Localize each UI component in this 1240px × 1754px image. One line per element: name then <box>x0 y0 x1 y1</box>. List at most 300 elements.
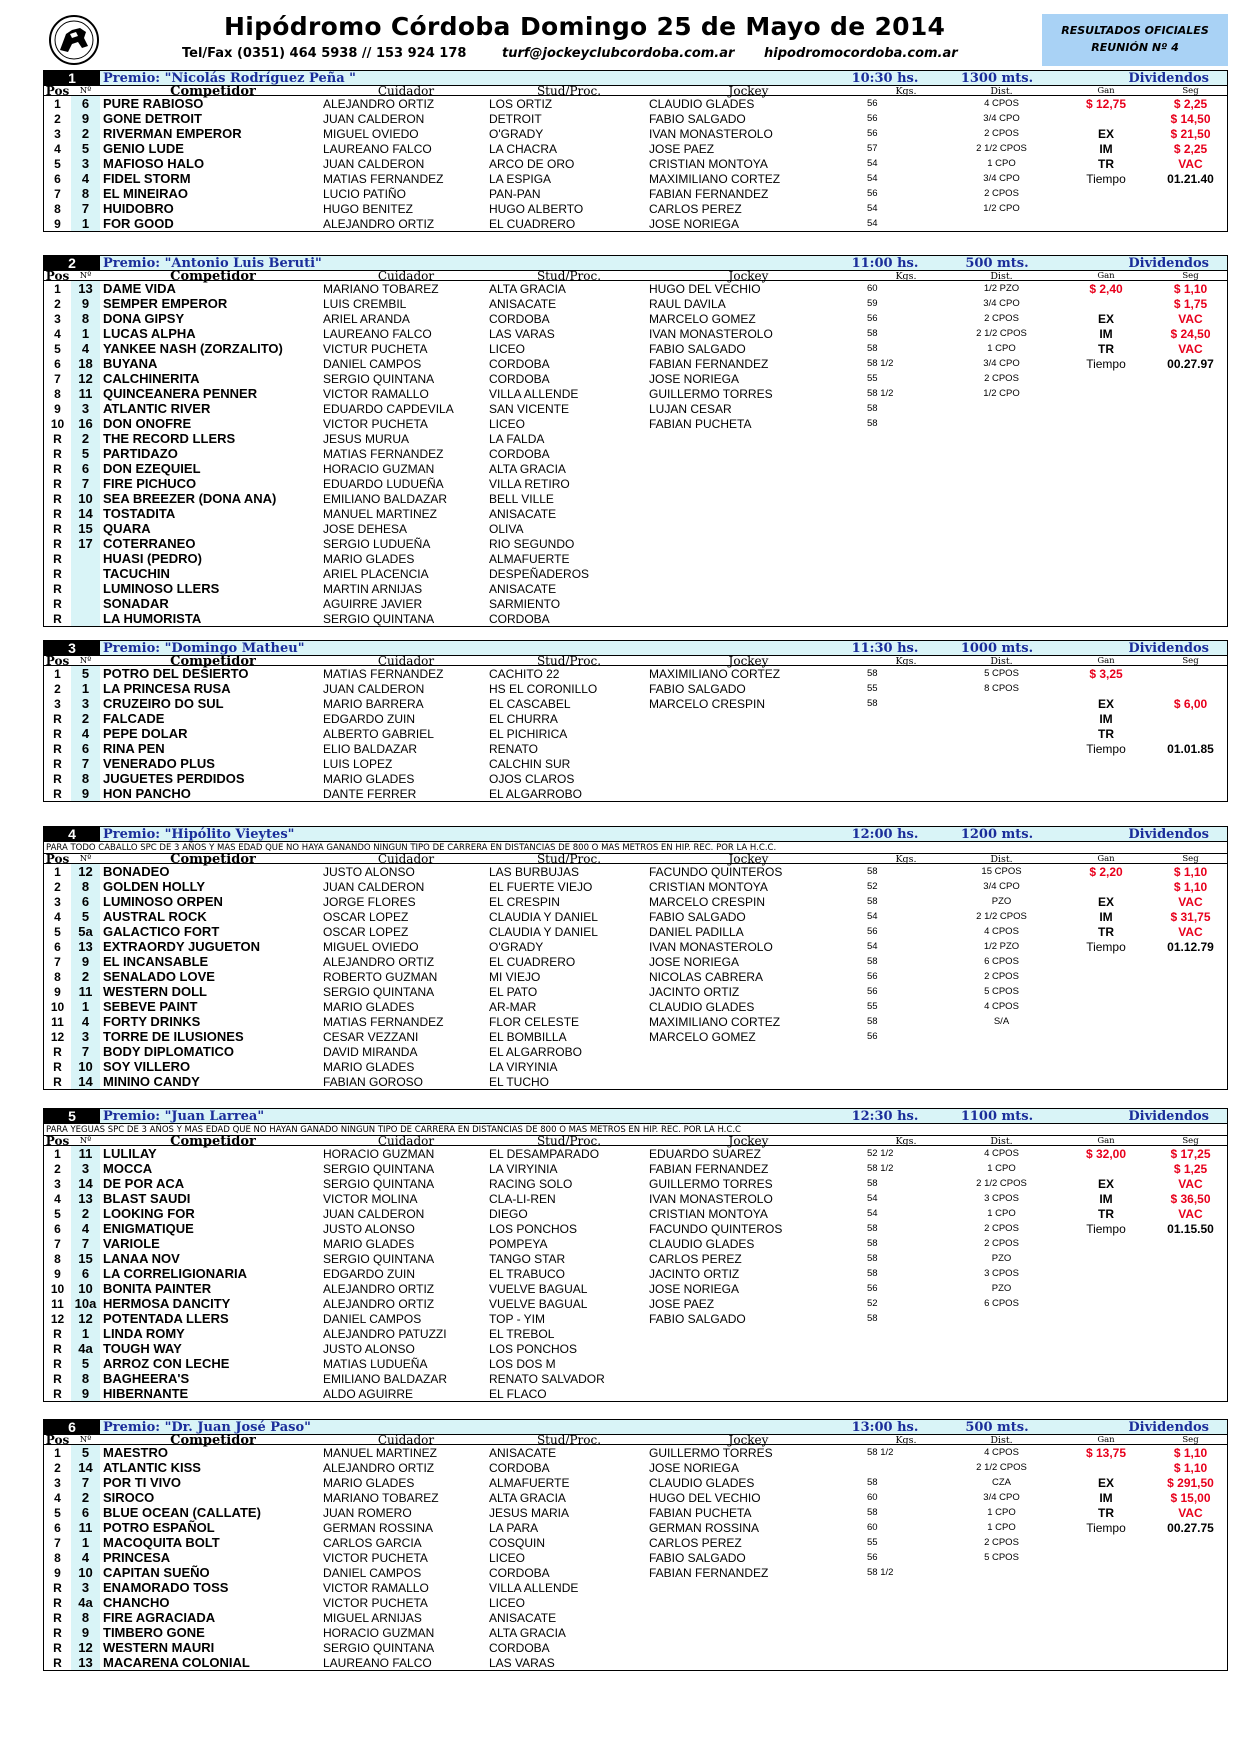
weight-cell: 58 <box>867 1238 878 1249</box>
result-row <box>44 1029 1227 1044</box>
margin-cell: 2 CPOS <box>984 1238 1019 1249</box>
trainer-cell: EDGARDO ZUIN <box>323 711 416 726</box>
position-cell: R <box>53 596 62 611</box>
trainer-cell: MIGUEL OVIEDO <box>323 939 419 954</box>
saddle-number-cell: 14 <box>71 506 100 521</box>
weight-cell: 56 <box>867 1283 878 1294</box>
position-cell: R <box>53 1640 62 1655</box>
stud-cell: CORDOBA <box>489 356 550 371</box>
trainer-cell: MATIAS FERNANDEZ <box>323 666 444 681</box>
position-cell: 3 <box>54 311 61 326</box>
horse-name-cell: ATLANTIC RIVER <box>103 401 211 416</box>
stud-cell: EL CASCABEL <box>489 696 571 711</box>
weight-cell: 54 <box>867 911 878 922</box>
jockey-cell: FABIAN FERNANDEZ <box>649 1161 769 1176</box>
saddle-number-cell: 8 <box>71 1371 100 1386</box>
margin-cell: 1 CPO <box>987 1163 1016 1174</box>
margin-cell: 1/2 PZO <box>983 283 1020 294</box>
weight-cell: 60 <box>867 1522 878 1533</box>
win-dividend-cell: TR <box>1098 1505 1114 1520</box>
horse-name-cell: SOY VILLERO <box>103 1059 191 1074</box>
result-row <box>44 1625 1227 1640</box>
stud-cell: VILLA ALLENDE <box>489 1580 579 1595</box>
horse-name-cell: TACUCHIN <box>103 566 170 581</box>
column-header-trainer: Cuidador <box>377 84 435 98</box>
race-number: 6 <box>44 1420 100 1435</box>
saddle-number-cell: 4 <box>71 171 100 186</box>
jockey-cell: FABIAN FERNANDEZ <box>649 186 769 201</box>
position-cell: R <box>53 1610 62 1625</box>
saddle-number-cell <box>71 566 100 581</box>
saddle-number-cell: 8 <box>71 311 100 326</box>
position-cell: 10 <box>50 999 65 1014</box>
position-cell: 3 <box>54 894 61 909</box>
horse-name-cell: RINA PEN <box>103 741 165 756</box>
margin-cell: 1 CPO <box>987 343 1016 354</box>
column-header-row <box>44 268 1227 284</box>
saddle-number-cell: 10 <box>71 1281 100 1296</box>
result-row <box>44 909 1227 924</box>
saddle-number-cell <box>71 596 100 611</box>
win-dividend-cell: IM <box>1099 1191 1113 1206</box>
race-block <box>43 70 1228 232</box>
weight-cell: 58 <box>867 866 878 877</box>
column-header-seg: Seg <box>1182 86 1199 96</box>
saddle-number-cell: 3 <box>71 1580 100 1595</box>
position-cell: R <box>53 1625 62 1640</box>
trainer-cell: HORACIO GUZMAN <box>323 461 435 476</box>
position-cell: R <box>53 536 62 551</box>
result-row <box>44 141 1227 156</box>
weight-cell: 58 <box>867 1253 878 1264</box>
weight-cell: 54 <box>867 218 878 229</box>
jockey-cell: MARCELO CRESPIN <box>649 894 766 909</box>
position-cell: 7 <box>54 186 61 201</box>
column-header-gan: Gan <box>1097 271 1115 281</box>
margin-cell: 1 CPO <box>987 1522 1016 1533</box>
place-dividend-cell: VAC <box>1178 1505 1203 1520</box>
jockey-cell: HUGO DEL VECHIO <box>649 281 761 296</box>
saddle-number-cell: 3 <box>71 1029 100 1044</box>
jockey-cell: FABIAN FERNANDEZ <box>649 356 769 371</box>
saddle-number-cell: 1 <box>71 216 100 231</box>
horse-name-cell: HUASI (PEDRO) <box>103 551 202 566</box>
race-block <box>43 1108 1228 1402</box>
horse-name-cell: PARTIDAZO <box>103 446 178 461</box>
contact-phone: Tel/Fax (0351) 464 5938 // 153 924 178 <box>182 46 467 61</box>
horse-name-cell: TIMBERO GONE <box>103 1625 205 1640</box>
saddle-number-cell: 13 <box>71 939 100 954</box>
weight-cell: 58 <box>867 1477 878 1488</box>
position-cell: R <box>53 611 62 626</box>
saddle-number-cell: 7 <box>71 1044 100 1059</box>
position-cell: 10 <box>50 416 65 431</box>
race-distance: 1300 mts. <box>960 70 1034 86</box>
result-row <box>44 1640 1227 1655</box>
jockey-cell: LUJAN CESAR <box>649 401 732 416</box>
margin-cell: 8 CPOS <box>984 683 1019 694</box>
trainer-cell: VICTOR MOLINA <box>323 1191 418 1206</box>
column-header-horse: Competidor <box>170 653 256 669</box>
stud-cell: VUELVE BAGUAL <box>489 1281 588 1296</box>
place-dividend-cell: $ 1,25 <box>1173 1161 1208 1176</box>
result-row <box>44 924 1227 939</box>
saddle-number-cell: 11 <box>71 386 100 401</box>
column-header-seg: Seg <box>1182 854 1199 864</box>
column-header-num: Nº <box>79 86 92 96</box>
horse-name-cell: LOOKING FOR <box>103 1206 195 1221</box>
stud-cell: ALTA GRACIA <box>489 1625 566 1640</box>
place-dividend-cell: $ 291,50 <box>1167 1475 1214 1490</box>
stud-cell: ARCO DE ORO <box>489 156 575 171</box>
saddle-number-cell: 10a <box>71 1296 100 1311</box>
dividends-label: Dividendos <box>1128 1108 1209 1124</box>
column-header-gan: Gan <box>1097 86 1115 96</box>
jockey-cell: FABIO SALGADO <box>649 1311 746 1326</box>
saddle-number-cell: 6 <box>71 461 100 476</box>
position-cell: 7 <box>54 954 61 969</box>
stud-cell: BELL VILLE <box>489 491 554 506</box>
trainer-cell: MARIO GLADES <box>323 771 415 786</box>
race-time: 11:30 hs. <box>851 640 919 656</box>
trainer-cell: HORACIO GUZMAN <box>323 1146 435 1161</box>
margin-cell: 2 CPOS <box>984 1537 1019 1548</box>
jockey-cell: JOSE NORIEGA <box>649 1281 740 1296</box>
column-header-kgs: Kgs. <box>895 655 917 667</box>
jockey-cell: CARLOS PEREZ <box>649 1535 742 1550</box>
stud-cell: LA PARA <box>489 1520 539 1535</box>
trainer-cell: VICTOR RAMALLO <box>323 386 429 401</box>
saddle-number-cell: 11 <box>71 1146 100 1161</box>
column-header-num: Nº <box>79 1435 92 1445</box>
result-row <box>44 1550 1227 1565</box>
result-row <box>44 551 1227 566</box>
weight-cell: 52 1/2 <box>867 1148 894 1159</box>
trainer-cell: DAVID MIRANDA <box>323 1044 418 1059</box>
win-dividend-cell: TR <box>1098 924 1114 939</box>
result-row <box>44 96 1227 111</box>
jockey-cell: JACINTO ORTIZ <box>649 1266 740 1281</box>
saddle-number-cell: 4 <box>71 1550 100 1565</box>
race-time: 10:30 hs. <box>851 70 919 86</box>
saddle-number-cell: 1 <box>71 1535 100 1550</box>
jockey-cell: JOSE PAEZ <box>649 141 715 156</box>
horse-name-cell: THE RECORD LLERS <box>103 431 236 446</box>
trainer-cell: LAUREANO FALCO <box>323 1655 432 1670</box>
result-row <box>44 446 1227 461</box>
horse-name-cell: LUMINOSO LLERS <box>103 581 220 596</box>
race-number: 5 <box>44 1109 100 1124</box>
horse-name-cell: CRUZEIRO DO SUL <box>103 696 224 711</box>
column-header-gan: Gan <box>1097 1435 1115 1445</box>
stud-cell: RACING SOLO <box>489 1176 573 1191</box>
stud-cell: VILLA RETIRO <box>489 476 570 491</box>
stud-cell: LICEO <box>489 416 526 431</box>
jockey-cell: FACUNDO QUINTEROS <box>649 1221 783 1236</box>
column-header-dist: Dist. <box>990 1434 1013 1446</box>
saddle-number-cell: 17 <box>71 536 100 551</box>
stud-cell: ALTA GRACIA <box>489 1490 566 1505</box>
horse-name-cell: TORRE DE ILUSIONES <box>103 1029 244 1044</box>
horse-name-cell: CHANCHO <box>103 1595 170 1610</box>
jockey-cell: IVAN MONASTEROLO <box>649 939 773 954</box>
win-dividend-cell: Tiempo <box>1086 741 1126 756</box>
saddle-number-cell: 6 <box>71 1266 100 1281</box>
horse-name-cell: HIBERNANTE <box>103 1386 189 1401</box>
place-dividend-cell: 01.15.50 <box>1167 1221 1214 1236</box>
column-header-horse: Competidor <box>170 1432 256 1448</box>
stud-cell: TOP - YIM <box>489 1311 546 1326</box>
result-row <box>44 984 1227 999</box>
trainer-cell: ARIEL PLACENCIA <box>323 566 429 581</box>
horse-name-cell: JUGUETES PERDIDOS <box>103 771 245 786</box>
column-header-trainer: Cuidador <box>377 269 435 283</box>
trainer-cell: EDUARDO LUDUEÑA <box>323 476 444 491</box>
horse-name-cell: TOUGH WAY <box>103 1341 182 1356</box>
position-cell: 1 <box>54 666 61 681</box>
margin-cell: 3 CPOS <box>984 1268 1019 1279</box>
result-row <box>44 879 1227 894</box>
trainer-cell: OSCAR LOPEZ <box>323 909 409 924</box>
position-cell: R <box>53 756 62 771</box>
win-dividend-cell: TR <box>1098 341 1114 356</box>
column-header-num: Nº <box>79 1136 92 1146</box>
horse-name-cell: POTRO DEL DESIERTO <box>103 666 249 681</box>
saddle-number-cell: 8 <box>71 879 100 894</box>
saddle-number-cell: 5 <box>71 1356 100 1371</box>
column-header-jockey: Jockey <box>728 1134 769 1148</box>
result-row <box>44 1236 1227 1251</box>
stud-cell: EL CHURRA <box>489 711 558 726</box>
result-row <box>44 536 1227 551</box>
saddle-number-cell: 4a <box>71 1341 100 1356</box>
stud-cell: ALMAFUERTE <box>489 1475 570 1490</box>
stud-cell: CLAUDIA Y DANIEL <box>489 924 598 939</box>
place-dividend-cell: VAC <box>1178 156 1203 171</box>
race-header <box>44 827 1227 842</box>
weight-cell: 56 <box>867 1552 878 1563</box>
trainer-cell: LUCIO PATIÑO <box>323 186 406 201</box>
trainer-cell: MATIAS FERNANDEZ <box>323 1014 444 1029</box>
trainer-cell: MARIO GLADES <box>323 1475 415 1490</box>
horse-name-cell: FALCADE <box>103 711 165 726</box>
jockey-cell: EDUARDO SUAREZ <box>649 1146 762 1161</box>
trainer-cell: JESUS MURUA <box>323 431 410 446</box>
result-row <box>44 126 1227 141</box>
horse-name-cell: MAFIOSO HALO <box>103 156 205 171</box>
column-header-jockey: Jockey <box>728 852 769 866</box>
jockey-cell: GUILLERMO TORRES <box>649 386 773 401</box>
saddle-number-cell: 13 <box>71 1191 100 1206</box>
trainer-cell: SERGIO QUINTANA <box>323 1161 435 1176</box>
column-header-row <box>44 1432 1227 1448</box>
stud-cell: LA FALDA <box>489 431 545 446</box>
result-row <box>44 1460 1227 1475</box>
margin-cell: S/A <box>993 1016 1010 1027</box>
horse-name-cell: SEA BREEZER (DONA ANA) <box>103 491 277 506</box>
result-row <box>44 1475 1227 1490</box>
result-row <box>44 611 1227 626</box>
result-row <box>44 566 1227 581</box>
trainer-cell: DANIEL CAMPOS <box>323 1311 422 1326</box>
result-row <box>44 1251 1227 1266</box>
jockey-cell: IVAN MONASTEROLO <box>649 326 773 341</box>
place-dividend-cell: 00.27.75 <box>1167 1520 1214 1535</box>
stud-cell: JESUS MARIA <box>489 1505 570 1520</box>
result-row <box>44 581 1227 596</box>
position-cell: R <box>53 726 62 741</box>
weight-cell: 58 <box>867 1016 878 1027</box>
horse-name-cell: RIVERMAN EMPEROR <box>103 126 242 141</box>
result-row <box>44 1445 1227 1460</box>
jockey-cell: CLAUDIO GLADES <box>649 1475 755 1490</box>
weight-cell: 54 <box>867 203 878 214</box>
result-row <box>44 1520 1227 1535</box>
race-prize-name: Premio: "Dr. Juan José Paso" <box>103 1419 311 1435</box>
trainer-cell: ALEJANDRO ORTIZ <box>323 96 435 111</box>
horse-name-cell: TOSTADITA <box>103 506 176 521</box>
stud-cell: ANISACATE <box>489 296 557 311</box>
result-row <box>44 999 1227 1014</box>
saddle-number-cell <box>71 551 100 566</box>
saddle-number-cell: 4 <box>71 726 100 741</box>
margin-cell: 3/4 CPO <box>983 881 1020 892</box>
saddle-number-cell: 3 <box>71 696 100 711</box>
margin-cell: 3 CPOS <box>984 1193 1019 1204</box>
trainer-cell: MIGUEL OVIEDO <box>323 126 419 141</box>
position-cell: 5 <box>54 341 61 356</box>
margin-cell: 3/4 CPO <box>983 173 1020 184</box>
column-header-horse: Competidor <box>170 268 256 284</box>
margin-cell: 1 CPO <box>987 158 1016 169</box>
win-dividend-cell: IM <box>1099 326 1113 341</box>
weight-cell: 58 1/2 <box>867 1447 894 1458</box>
place-dividend-cell: $ 36,50 <box>1170 1191 1211 1206</box>
weight-cell: 55 <box>867 1537 878 1548</box>
race-number: 1 <box>44 71 100 86</box>
stud-cell: CALCHIN SUR <box>489 756 571 771</box>
weight-cell: 58 <box>867 1178 878 1189</box>
trainer-cell: VICTOR PUCHETA <box>323 1595 428 1610</box>
place-dividend-cell: VAC <box>1178 1176 1203 1191</box>
horse-name-cell: BLUE OCEAN (CALLATE) <box>103 1505 261 1520</box>
position-cell: 6 <box>54 939 61 954</box>
win-dividend-cell: Tiempo <box>1086 171 1126 186</box>
horse-name-cell: LA CORRELIGIONARIA <box>103 1266 247 1281</box>
saddle-number-cell: 11 <box>71 984 100 999</box>
stud-cell: CORDOBA <box>489 446 550 461</box>
stud-cell: HUGO ALBERTO <box>489 201 584 216</box>
column-header-stud: Stud/Proc. <box>536 84 602 98</box>
place-dividend-cell: 01.01.85 <box>1167 741 1214 756</box>
saddle-number-cell: 5a <box>71 924 100 939</box>
saddle-number-cell: 14 <box>71 1460 100 1475</box>
result-row <box>44 1326 1227 1341</box>
position-cell: 3 <box>54 126 61 141</box>
trainer-cell: LAUREANO FALCO <box>323 141 432 156</box>
win-dividend-cell: TR <box>1098 1206 1114 1221</box>
weight-cell: 56 <box>867 98 878 109</box>
stud-cell: EL TUCHO <box>489 1074 550 1089</box>
weight-cell: 52 <box>867 1298 878 1309</box>
trainer-cell: ALEJANDRO PATUZZI <box>323 1326 447 1341</box>
trainer-cell: JUSTO ALONSO <box>323 1221 415 1236</box>
stud-cell: POMPEYA <box>489 1236 548 1251</box>
weight-cell: 56 <box>867 926 878 937</box>
meeting-date: Domingo 25 de Mayo de 2014 <box>520 12 946 41</box>
jockey-cell: FABIO SALGADO <box>649 681 746 696</box>
stud-cell: O'GRADY <box>489 939 544 954</box>
win-dividend-cell: Tiempo <box>1086 1520 1126 1535</box>
race-distance: 500 mts. <box>965 1419 1029 1435</box>
saddle-number-cell: 13 <box>71 1655 100 1670</box>
stud-cell: ANISACATE <box>489 581 557 596</box>
saddle-number-cell: 4a <box>71 1595 100 1610</box>
column-header-num: Nº <box>79 854 92 864</box>
position-cell: 5 <box>54 1206 61 1221</box>
win-dividend-cell: EX <box>1097 126 1114 141</box>
stud-cell: OJOS CLAROS <box>489 771 575 786</box>
result-row <box>44 171 1227 186</box>
trainer-cell: MATIAS FERNANDEZ <box>323 171 444 186</box>
place-dividend-cell: VAC <box>1178 894 1203 909</box>
saddle-number-cell: 5 <box>71 141 100 156</box>
result-row <box>44 1146 1227 1161</box>
weight-cell: 58 1/2 <box>867 1567 894 1578</box>
result-row <box>44 1161 1227 1176</box>
result-row <box>44 894 1227 909</box>
win-dividend-cell: IM <box>1099 909 1113 924</box>
jockey-cell: JOSE NORIEGA <box>649 954 740 969</box>
horse-name-cell: LUMINOSO ORPEN <box>103 894 223 909</box>
horse-name-cell: ARROZ CON LECHE <box>103 1356 230 1371</box>
position-cell: 4 <box>54 141 61 156</box>
column-header-trainer: Cuidador <box>377 654 435 668</box>
margin-cell: 6 CPOS <box>984 1298 1019 1309</box>
horse-name-cell: VARIOLE <box>103 1236 160 1251</box>
result-row <box>44 1311 1227 1326</box>
jockey-cell: FABIAN FERNANDEZ <box>649 1565 769 1580</box>
result-row <box>44 296 1227 311</box>
margin-cell: CZA <box>992 1477 1011 1488</box>
column-header-jockey: Jockey <box>728 84 769 98</box>
column-header-gan: Gan <box>1097 1136 1115 1146</box>
column-header-horse: Competidor <box>170 851 256 867</box>
race-prize-name: Premio: "Domingo Matheu" <box>103 640 305 656</box>
result-row <box>44 1266 1227 1281</box>
column-header-pos: Pos <box>45 1433 70 1447</box>
race-block <box>43 640 1228 802</box>
jockey-cell: JACINTO ORTIZ <box>649 984 740 999</box>
jockey-cell: GUILLERMO TORRES <box>649 1445 773 1460</box>
trainer-cell: MARIANO TOBAREZ <box>323 1490 439 1505</box>
jockey-cell: GUILLERMO TORRES <box>649 1176 773 1191</box>
jockey-cell: NICOLAS CABRERA <box>649 969 764 984</box>
column-header-dist: Dist. <box>990 1135 1013 1147</box>
result-row <box>44 1505 1227 1520</box>
trainer-cell: JUSTO ALONSO <box>323 1341 415 1356</box>
saddle-number-cell: 3 <box>71 1161 100 1176</box>
horse-name-cell: GOLDEN HOLLY <box>103 879 206 894</box>
place-dividend-cell: $ 24,50 <box>1170 326 1211 341</box>
place-dividend-cell: VAC <box>1178 311 1203 326</box>
race-distance: 1100 mts. <box>960 1108 1034 1124</box>
stud-cell: CLA-LI-REN <box>489 1191 556 1206</box>
horse-name-cell: AUSTRAL ROCK <box>103 909 207 924</box>
result-row <box>44 954 1227 969</box>
place-dividend-cell: $ 2,25 <box>1173 141 1208 156</box>
weight-cell: 58 1/2 <box>867 1163 894 1174</box>
